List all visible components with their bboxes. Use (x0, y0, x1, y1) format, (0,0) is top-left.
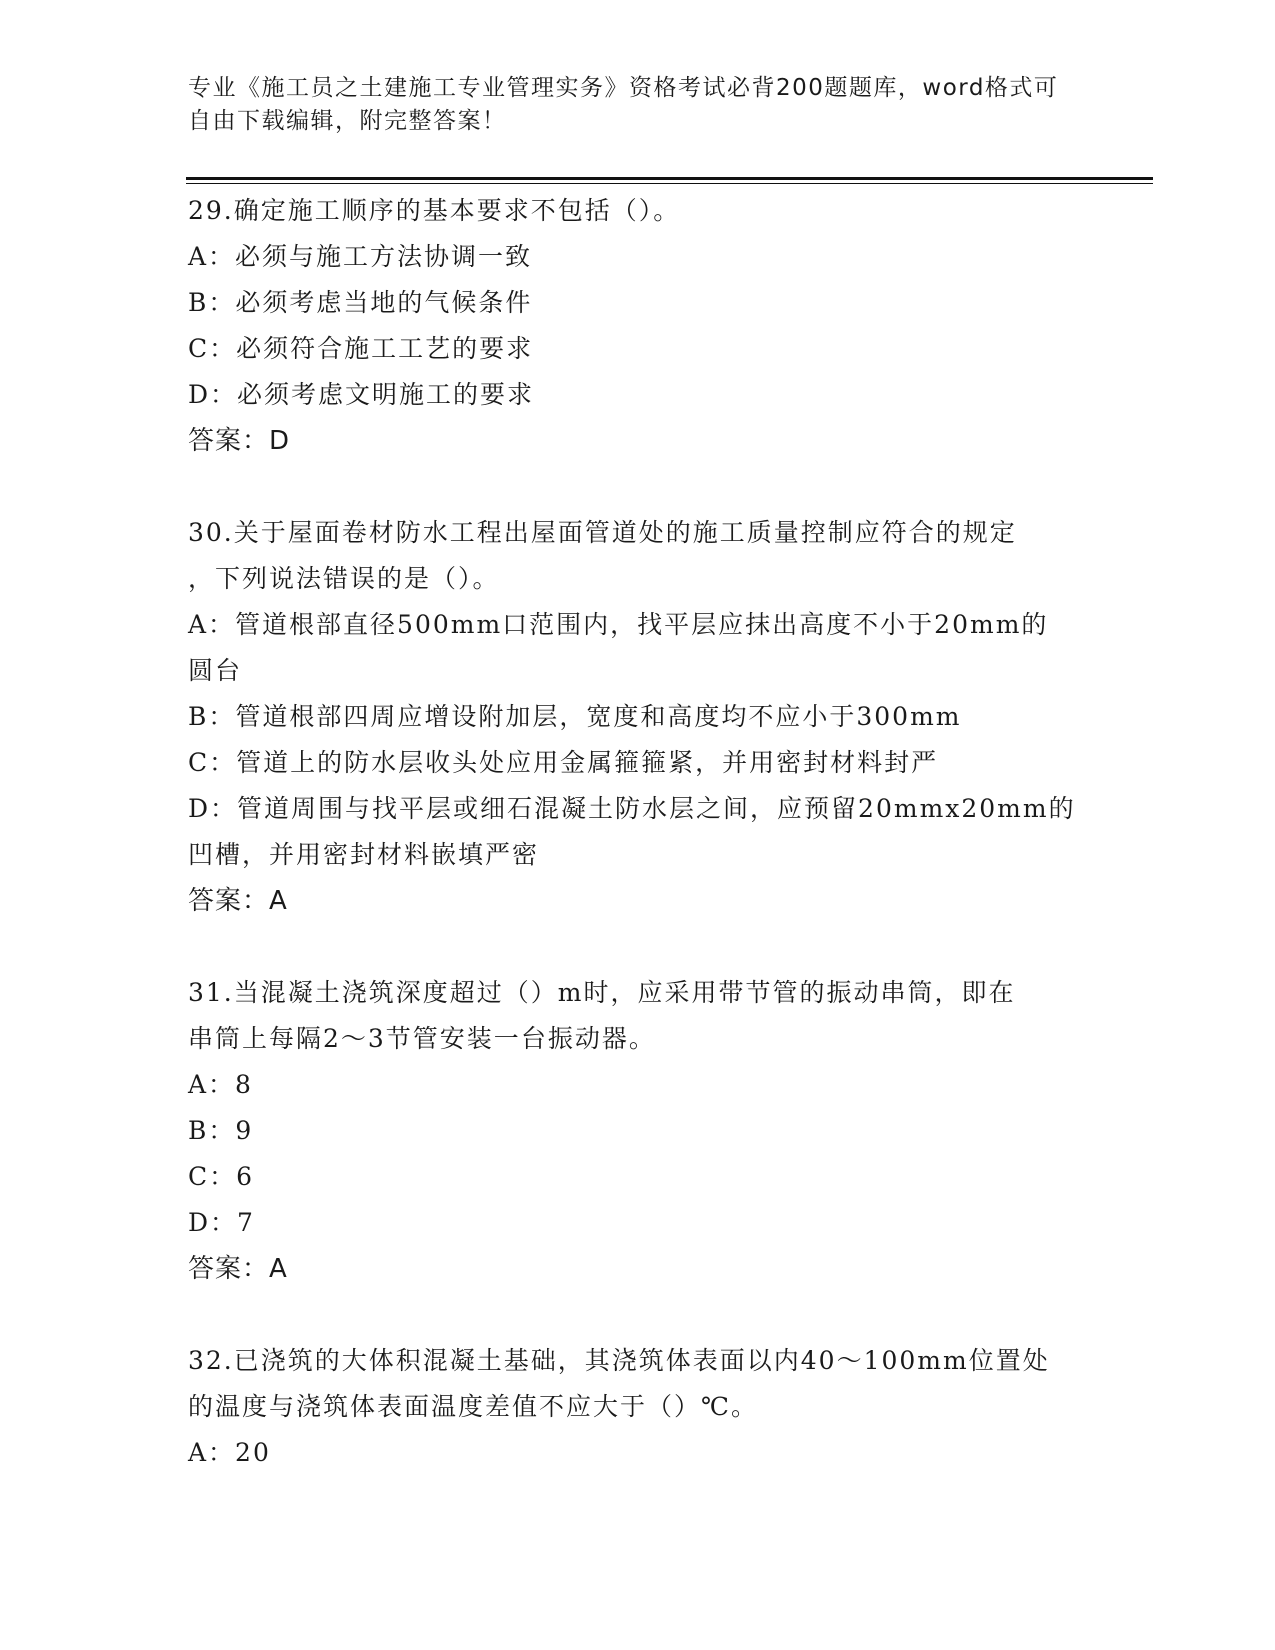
question-29 (188, 188, 1088, 464)
answer: 答案：A (188, 886, 288, 916)
question-stem-cont: ，下列说法错误的是（）。 (188, 564, 500, 593)
option-d: D：必须考虑文明施工的要求 (188, 380, 535, 409)
header-divider-thick (186, 177, 1153, 180)
option-a-cont: 圆台 (188, 656, 243, 685)
option-c: C：6 (188, 1162, 255, 1191)
question-31 (188, 970, 1088, 1292)
question-stem: 30.关于屋面卷材防水工程出屋面管道处的施工质量控制应符合的规定 (188, 518, 1017, 547)
answer: 答案：A (188, 1254, 288, 1284)
header-line-2: 自由下载编辑，附完整答案！ (188, 108, 507, 134)
option-d: D：7 (188, 1208, 255, 1237)
document-header (188, 72, 1088, 138)
option-d: D：管道周围与找平层或细石混凝土防水层之间，应预留20mmx20mm的 (188, 794, 1076, 823)
option-b: B：9 (188, 1116, 254, 1145)
option-b: B：必须考虑当地的气候条件 (188, 288, 533, 317)
option-d-cont: 凹槽，并用密封材料嵌填严密 (188, 840, 540, 869)
option-a: A：必须与施工方法协调一致 (188, 242, 533, 271)
option-a: A：管道根部直径500mm口范围内，找平层应抹出高度不小于20mm的 (188, 610, 1049, 639)
header-line-1: 专业《施工员之土建施工专业管理实务》资格考试必背200题题库，word格式可 (188, 75, 1059, 101)
answer: 答案：D (188, 426, 291, 456)
option-b: B：管道根部四周应增设附加层，宽度和高度均不应小于300mm (188, 702, 962, 731)
option-c: C：必须符合施工工艺的要求 (188, 334, 534, 363)
option-a: A：20 (188, 1438, 271, 1467)
question-stem: 29.确定施工顺序的基本要求不包括（）。 (188, 196, 681, 225)
option-c: C：管道上的防水层收头处应用金属箍箍紧，并用密封材料封严 (188, 748, 939, 777)
question-stem-cont: 的温度与浇筑体表面温度差值不应大于（）℃。 (188, 1392, 758, 1421)
question-stem-cont: 串筒上每隔2～3节管安装一台振动器。 (188, 1024, 656, 1053)
question-32 (188, 1338, 1088, 1476)
option-a: A：8 (188, 1070, 253, 1099)
question-stem: 31.当混凝土浇筑深度超过（）m时，应采用带节管的振动串筒，即在 (188, 978, 1016, 1007)
question-list (188, 188, 1088, 1522)
question-30 (188, 510, 1088, 924)
header-divider-thin (186, 183, 1153, 184)
question-stem: 32.已浇筑的大体积混凝土基础，其浇筑体表面以内40～100mm位置处 (188, 1346, 1050, 1375)
